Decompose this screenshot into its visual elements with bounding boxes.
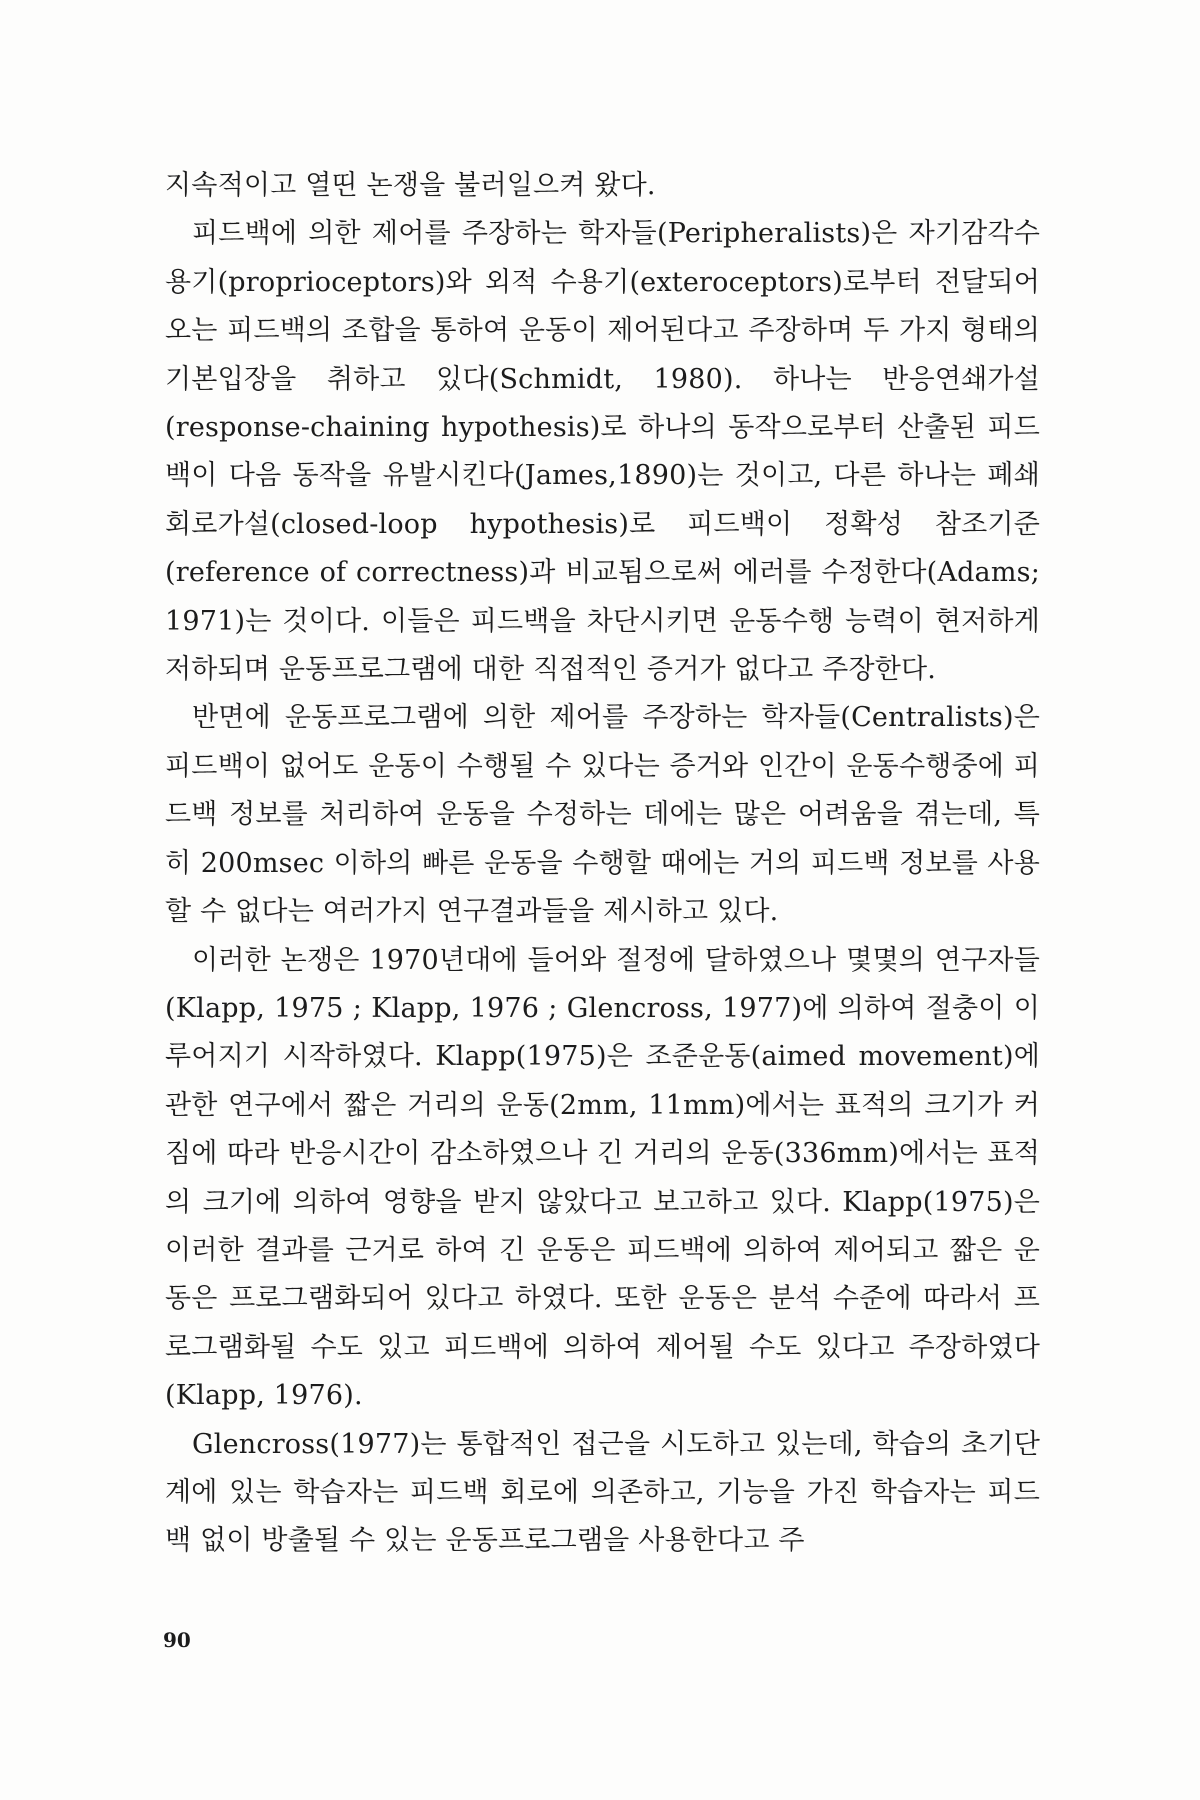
paragraph-2: 피드백에 의한 제어를 주장하는 학자들(Peripheralists)은 자기감각수용기(proprioceptors)와 외적 수용기(exteroceptors)로부터 전달되어 오는 피드백의 조합을 통하여 운동이 제어된다고 주장하며 두 가지 형태의 기본입장을 취하고 있다(Schmidt, 1980). 하나는 반응연쇄가설(response-chaining hypothesis)로 하나의 동작으로부터 산출된 피드백이 다음 동작을 유발시킨다(James,1890)는 것이고, 다른 하나는 폐쇄회로가설(closed-loop hypothesis)로 피드백이 정확성 참조기준(reference of correctness)과 비교됨으로써 에러를 수정한다(Adams; 1971)는 것이다. 이들은 피드백을 차단시키면 운동수행 능력이 현저하게 저하되며 운동프로그램에 대한 직접적인 증거가 없다고 주장한다. — [165, 218, 1040, 686]
paragraph-4: 이러한 논쟁은 1970년대에 들어와 절정에 달하였으나 몇몇의 연구자들(Klapp, 1975 ; Klapp, 1976 ; Glencross, 1977)에 의하여 절충이 이루어지기 시작하였다. Klapp(1975)은 조준운동(aimed movement)에 관한 연구에서 짧은 거리의 운동(2mm, 11mm)에서는 표적의 크기가 커짐에 따라 반응시간이 감소하였으나 긴 거리의 운동(336mm)에서는 표적의 크기에 의하여 영향을 받지 않았다고 보고하고 있다. Klapp(1975)은 이러한 결과를 근거로 하여 긴 운동은 피드백에 의하여 제어되고 짧은 운동은 프로그램화되어 있다고 하였다. 또한 운동은 분석 수준에 따라서 프로그램화될 수도 있고 피드백에 의하여 제어될 수도 있다고 주장하였다(Klapp, 1976). — [165, 944, 1040, 1412]
page-number: 90 — [163, 1628, 191, 1652]
paragraph-5: Glencross(1977)는 통합적인 접근을 시도하고 있는데, 학습의 초기단계에 있는 학습자는 피드백 회로에 의존하고, 기능을 가진 학습자는 피드백 없이 방출될 수 있는 운동프로그램을 사용한다고 주 — [165, 1428, 1040, 1557]
paragraph-1: 지속적이고 열띤 논쟁을 불러일으켜 왔다. — [165, 170, 656, 201]
body-text — [165, 162, 1040, 1566]
paragraph-3: 반면에 운동프로그램에 의한 제어를 주장하는 학자들(Centralists)은 피드백이 없어도 운동이 수행될 수 있다는 증거와 인간이 운동수행중에 피드백 정보를 처리하여 운동을 수정하는 데에는 많은 어려움을 겪는데, 특히 200msec 이하의 빠른 운동을 수행할 때에는 거의 피드백 정보를 사용할 수 없다는 여러가지 연구결과들을 제시하고 있다. — [165, 702, 1040, 928]
